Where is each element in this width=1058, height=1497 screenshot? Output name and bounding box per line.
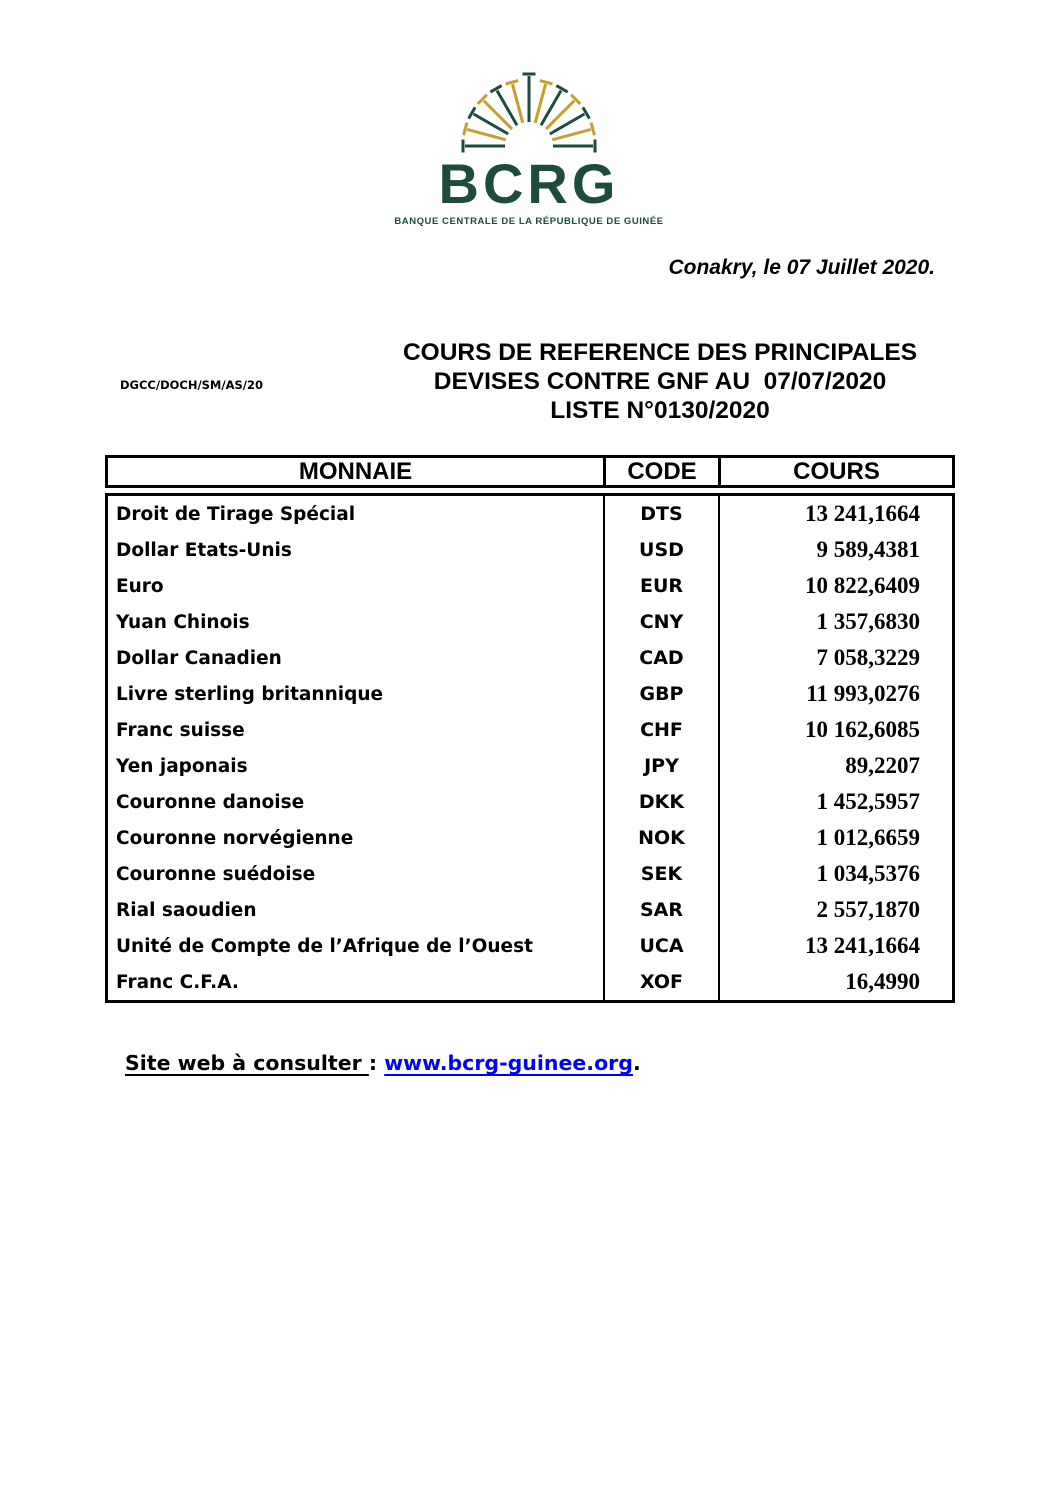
- currency-rate-cell: 1 357,6830: [718, 604, 952, 640]
- currency-name-cell: Franc suisse: [116, 719, 245, 741]
- currency-code-cell: USD: [603, 532, 718, 568]
- column-header-code: CODE: [603, 458, 718, 486]
- currency-code-cell: DKK: [603, 784, 718, 820]
- dateline: Conakry, le 07 Juillet 2020.: [668, 256, 935, 279]
- currency-rate-cell: 13 241,1664: [718, 496, 952, 532]
- website-link[interactable]: www.bcrg-guinee.org: [384, 1051, 633, 1075]
- currency-code-cell: JPY: [603, 748, 718, 784]
- currency-name-cell: Yuan Chinois: [116, 611, 250, 633]
- currency-code-cell: CAD: [603, 640, 718, 676]
- bcrg-logo: [0, 68, 1058, 227]
- currency-name-cell: Dollar Etats-Unis: [116, 539, 292, 561]
- currency-code-cell: CHF: [603, 712, 718, 748]
- currency-rate-cell: 1 012,6659: [718, 820, 952, 856]
- currency-code-cell: GBP: [603, 676, 718, 712]
- document-title-line-2: DEVISES CONTRE GNF AU 07/07/2020: [433, 368, 887, 395]
- currency-name-cell: Dollar Canadien: [116, 647, 282, 669]
- currency-code-cell: NOK: [603, 820, 718, 856]
- currency-name-cell: Euro: [116, 575, 164, 597]
- footer-note: [125, 1051, 641, 1075]
- currency-rate-cell: 13 241,1664: [718, 928, 952, 964]
- currency-rate-cell: 11 993,0276: [718, 676, 952, 712]
- table-header-row: [105, 455, 955, 488]
- currency-name-cell: Couronne norvégienne: [116, 827, 354, 849]
- currency-rate-cell: 2 557,1870: [718, 892, 952, 928]
- bcrg-logo-text: BCRG: [438, 152, 620, 215]
- currency-rate-cell: 9 589,4381: [718, 532, 952, 568]
- currency-name-cell: Couronne suédoise: [116, 863, 316, 885]
- document-title-line-3: LISTE N°0130/2020: [550, 397, 770, 424]
- currency-name-cell: Franc C.F.A.: [116, 971, 239, 993]
- currency-name-cell: Couronne danoise: [116, 791, 305, 813]
- currency-name-cell: Rial saoudien: [116, 899, 257, 921]
- document-title-line-1: COURS DE REFERENCE DES PRINCIPALES: [402, 339, 918, 366]
- currency-code-cell: DTS: [603, 496, 718, 532]
- currency-name-cell: Droit de Tirage Spécial: [116, 503, 356, 525]
- currency-name-cell: Unité de Compte de l’Afrique de l’Ouest: [116, 935, 533, 957]
- bcrg-logo-tagline: BANQUE CENTRALE DE LA RÉPUBLIQUE DE GUINÉE: [394, 216, 664, 227]
- currency-rate-cell: 16,4990: [718, 964, 952, 1000]
- currency-code-cell: CNY: [603, 604, 718, 640]
- currency-code-cell: EUR: [603, 568, 718, 604]
- currency-rate-cell: 10 822,6409: [718, 568, 952, 604]
- column-header-cours: COURS: [718, 458, 952, 486]
- document-title: [300, 338, 1020, 425]
- currency-rate-cell: 1 452,5957: [718, 784, 952, 820]
- footer-colon: :: [368, 1051, 385, 1075]
- currency-rate-cell: 7 058,3229: [718, 640, 952, 676]
- currency-name-cell: Livre sterling britannique: [116, 683, 384, 705]
- reference-number: DGCC/DOCH/SM/AS/20: [120, 378, 263, 392]
- bcrg-logo-rays-icon: [454, 68, 604, 154]
- currency-code-cell: UCA: [603, 928, 718, 964]
- footer-period: .: [632, 1051, 641, 1075]
- currency-code-cell: XOF: [603, 964, 718, 1000]
- footer-label: Site web à consulter: [125, 1051, 369, 1075]
- currency-rate-cell: 1 034,5376: [718, 856, 952, 892]
- column-header-monnaie: MONNAIE: [298, 458, 413, 485]
- exchange-rate-table: [105, 455, 955, 1003]
- currency-rate-cell: 89,2207: [718, 748, 952, 784]
- currency-name-cell: Yen japonais: [116, 755, 248, 777]
- table-body: [105, 493, 955, 1003]
- currency-code-cell: SEK: [603, 856, 718, 892]
- currency-rate-cell: 10 162,6085: [718, 712, 952, 748]
- currency-code-cell: SAR: [603, 892, 718, 928]
